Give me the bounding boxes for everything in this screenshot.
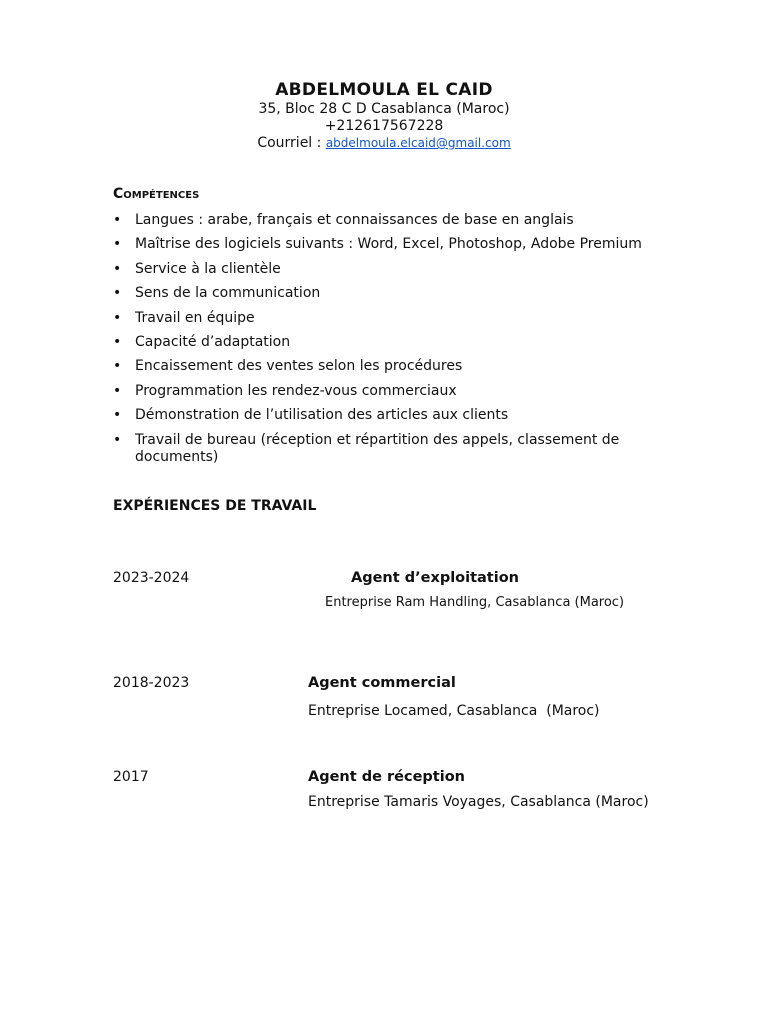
bullet-icon: •: [113, 333, 122, 350]
skill-item: [113, 358, 653, 375]
skill-text: Maîtrise des logiciels suivants : Word, Excel, Photoshop, Adobe Premium: [135, 236, 642, 253]
email-link[interactable]: abdelmoula.elcaid@gmail.com: [325, 136, 511, 150]
skill-text: Langues : arabe, français et connaissances de base en anglais: [135, 212, 574, 228]
skill-text: Démonstration de l’utilisation des articles aux clients: [135, 407, 509, 424]
skill-item: [113, 383, 653, 400]
skill-item: [113, 212, 653, 229]
phone-number: +212617567228: [324, 118, 444, 134]
bullet-icon: •: [113, 407, 122, 424]
bullet-icon: •: [113, 236, 122, 253]
address: 35, Bloc 28 C D Casablanca (Maroc): [258, 101, 510, 117]
skill-text: Travail de bureau (réception et répartition des appels, classement de documents): [135, 431, 620, 465]
skill-item: [113, 334, 653, 351]
candidate-name: ABDELMOULA EL CAID: [275, 80, 493, 100]
skill-text: Travail en équipe: [135, 309, 255, 326]
bullet-icon: •: [113, 431, 122, 448]
job-years: 2023-2024: [113, 570, 190, 586]
bullet-icon: •: [113, 382, 122, 399]
job-company: Entreprise Tamaris Voyages, Casablanca (Maroc): [308, 794, 649, 810]
job-company: Entreprise Ram Handling, Casablanca (Maroc): [325, 595, 625, 610]
job-title: Agent d’exploitation: [351, 570, 519, 586]
job-years: 2018-2023: [113, 675, 190, 691]
skill-item: [113, 407, 653, 424]
skill-text: Service à la clientèle: [135, 260, 281, 277]
bullet-icon: •: [113, 358, 122, 375]
skill-item: [113, 236, 653, 253]
skill-item: [113, 261, 653, 278]
skills-heading: Compétences: [113, 186, 200, 202]
bullet-icon: •: [113, 212, 122, 228]
skills-list: [113, 212, 653, 473]
job-years: 2017: [113, 769, 149, 785]
job-title: Agent commercial: [308, 675, 456, 691]
bullet-icon: •: [113, 285, 122, 302]
skill-item: [113, 285, 653, 302]
bullet-icon: •: [113, 260, 122, 277]
job-title: Agent de réception: [308, 769, 465, 785]
email-line: [0, 135, 768, 151]
email-label: Courriel :: [257, 135, 326, 151]
skill-item: [113, 310, 653, 327]
skill-text: Capacité d’adaptation: [135, 333, 291, 350]
skill-text: Encaissement des ventes selon les procédures: [135, 358, 463, 375]
job-company: Entreprise Locamed, Casablanca (Maroc): [308, 703, 600, 719]
experience-heading: EXPÉRIENCES DE TRAVAIL: [113, 498, 317, 514]
skill-text: Sens de la communication: [135, 285, 321, 302]
bullet-icon: •: [113, 309, 122, 326]
skill-item: [113, 432, 653, 466]
skill-text: Programmation les rendez-vous commerciaux: [135, 382, 457, 399]
